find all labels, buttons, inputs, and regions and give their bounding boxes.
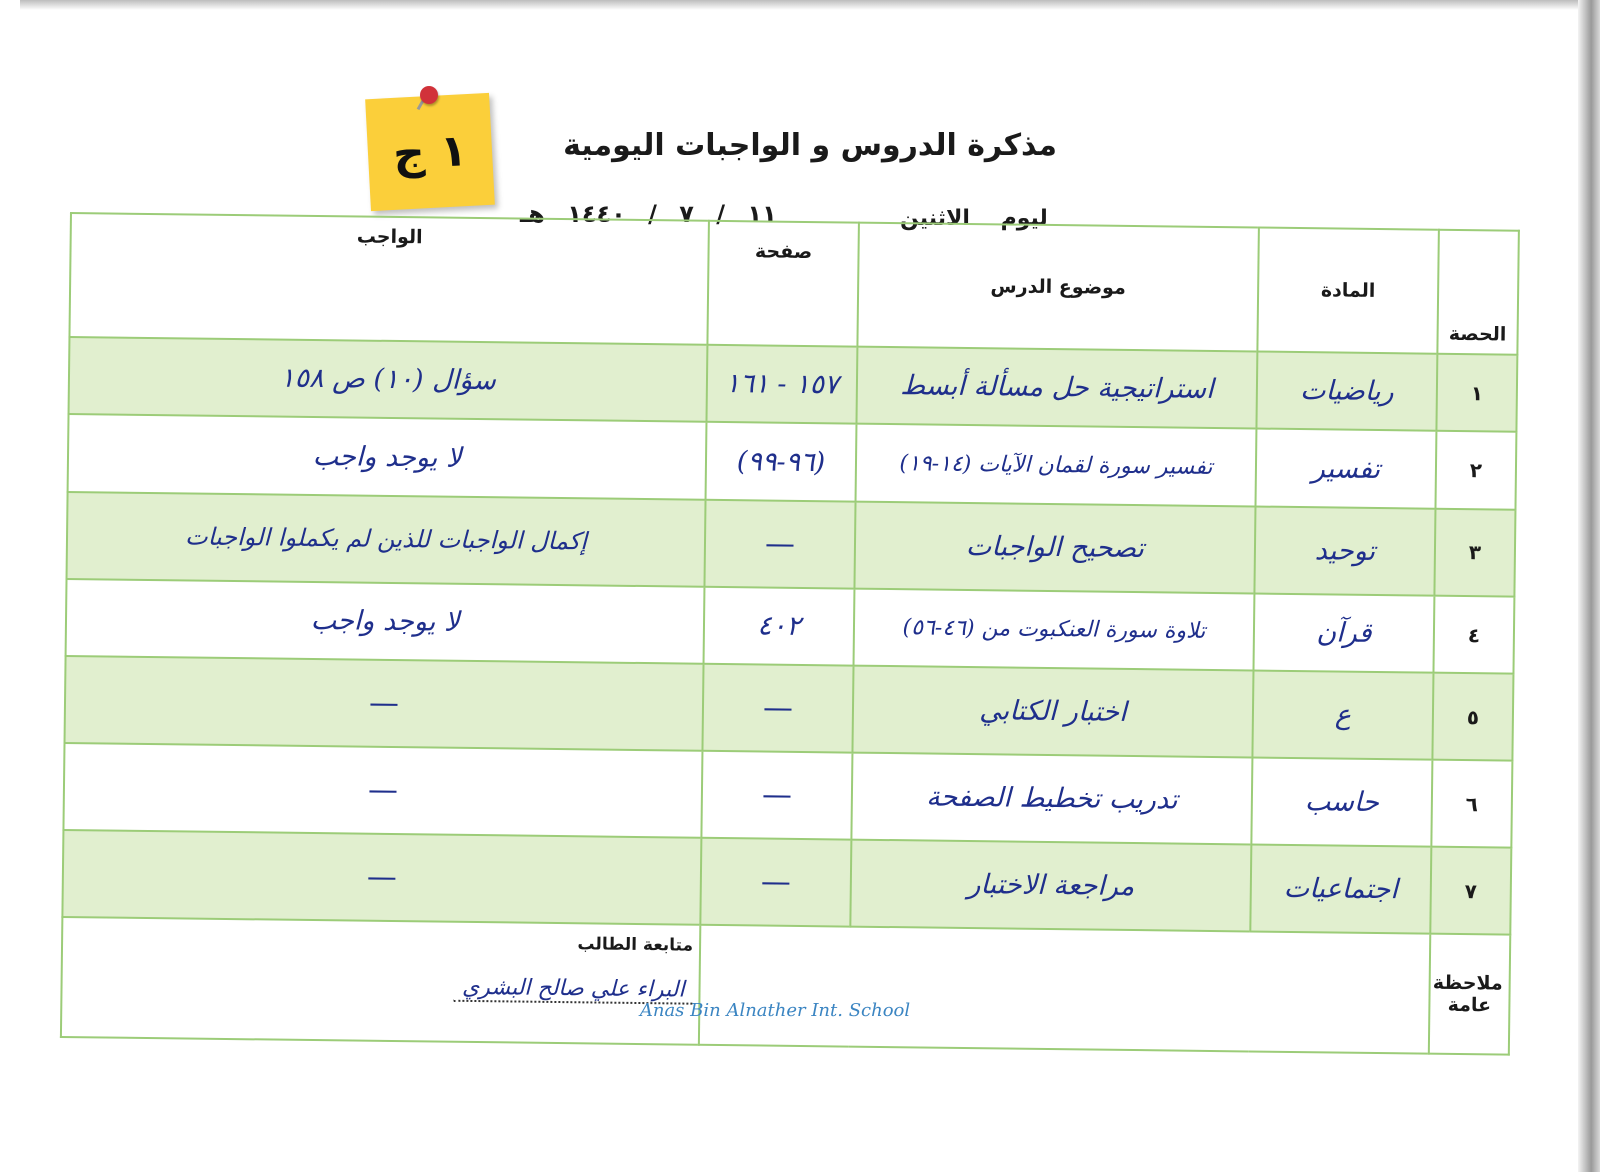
topic-cell: مراجعة الاختبار [850, 840, 1251, 932]
scan-shadow-right [1578, 0, 1600, 1172]
topic-cell: اختبار الكتابي [852, 666, 1253, 758]
lessons-table-wrapper [60, 212, 1518, 1056]
page-cell: — [704, 500, 855, 589]
table-header-row [69, 213, 1518, 355]
subject-cell: ع [1252, 671, 1433, 760]
period-number: ٦ [1431, 760, 1512, 848]
topic-cell: تدريب تخطيط الصفحة [851, 753, 1252, 845]
homework-cell: لا يوجد واجب [68, 414, 707, 499]
period-number: ٧ [1430, 847, 1511, 935]
class-badge-text: ١ ج [391, 124, 469, 180]
col-topic: موضوع الدرس [857, 223, 1258, 352]
page-cell: ١٥٧ - ١٦١ [706, 345, 857, 424]
general-note-area [699, 925, 1430, 1054]
subject-cell: توحيد [1254, 506, 1435, 595]
period-number: ٣ [1434, 509, 1515, 597]
page-cell: — [702, 664, 853, 753]
pushpin-icon [420, 86, 438, 104]
scan-shadow-top [20, 0, 1580, 10]
homework-cell: لا يوجد واجب [66, 579, 705, 664]
homework-cell: — [62, 830, 701, 925]
col-page: صفحة [707, 221, 859, 347]
subject-cell: اجتماعيات [1250, 845, 1431, 934]
student-follow-up [61, 917, 700, 1045]
subject-cell: تفسير [1255, 429, 1436, 509]
page-cell: — [701, 751, 852, 840]
subject-cell: قرآن [1253, 593, 1434, 673]
period-number: ٥ [1432, 673, 1513, 761]
homework-cell: إكمال الواجبات للذين لم يكملوا الواجبات [67, 492, 706, 587]
period-number: ٢ [1435, 431, 1516, 509]
topic-cell: تصحيح الواجبات [854, 502, 1255, 594]
topic-cell: تفسير سورة لقمان الآيات (١٤-١٩) [856, 424, 1257, 506]
follow-up-label: متابعة الطالب [577, 934, 694, 956]
class-badge [365, 93, 495, 211]
col-period: الحصة [1437, 230, 1519, 355]
homework-cell: سؤال (١٠) ص ١٥٨ [69, 337, 708, 422]
page-cell: (٩٦-٩٩) [706, 422, 857, 501]
topic-cell: تلاوة سورة العنكبوت من (٤٦-٥٦) [854, 588, 1255, 670]
homework-cell: — [63, 743, 702, 838]
page-title: مذكرة الدروس و الواجبات اليومية [563, 128, 1057, 163]
subject-cell: حاسب [1251, 758, 1432, 847]
page-cell: — [700, 838, 851, 927]
day-prefix: ليوم [1000, 206, 1048, 231]
page-cell: ٤٠٢ [704, 587, 855, 666]
general-note-label: ملاحظة عامة [1429, 934, 1510, 1055]
period-number: ١ [1436, 354, 1517, 432]
student-signature: البراء علي صالح البشري [454, 975, 693, 1005]
col-subject: المادة [1257, 228, 1439, 354]
date-value: ١١ / ٧ / ١٤٤٠ هـ [520, 200, 777, 228]
subject-cell: رياضيات [1256, 352, 1437, 432]
period-number: ٤ [1433, 596, 1514, 674]
topic-cell: استراتيجية حل مسألة أبسط [856, 347, 1257, 429]
day-name: الاثنين [900, 206, 970, 231]
col-homework: الواجب [69, 213, 708, 345]
notes-row [61, 917, 1510, 1055]
school-name: Anas Bin Alnather Int. School [639, 1000, 911, 1021]
homework-cell: — [65, 656, 704, 751]
lessons-table [60, 212, 1520, 1056]
